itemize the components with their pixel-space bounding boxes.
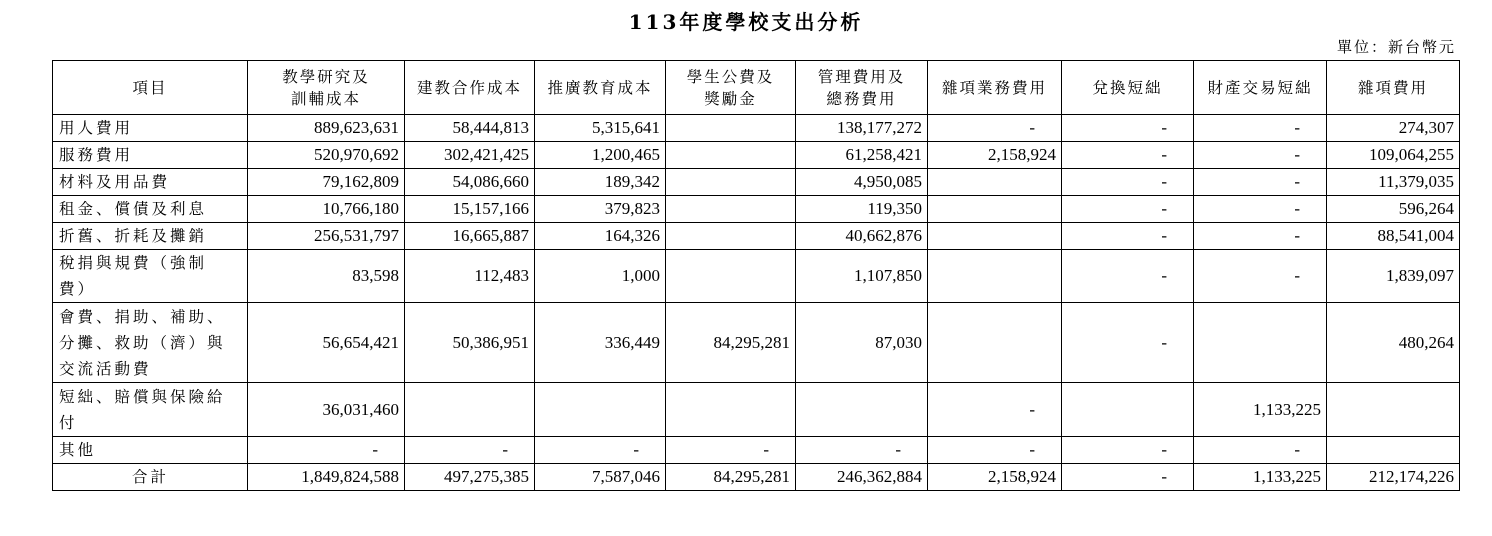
column-header: 管理費用及 總務費用 bbox=[796, 61, 928, 115]
column-header: 建教合作成本 bbox=[405, 61, 535, 115]
table-cell bbox=[1327, 383, 1460, 437]
table-cell: 16,665,887 bbox=[405, 223, 535, 250]
table-cell bbox=[666, 169, 796, 196]
table-cell: 83,598 bbox=[248, 250, 405, 303]
table-cell: 50,386,951 bbox=[405, 303, 535, 383]
table-cell: - bbox=[666, 437, 796, 464]
column-header: 學生公費及 獎勵金 bbox=[666, 61, 796, 115]
table-cell: - bbox=[1062, 142, 1194, 169]
table-cell: 1,849,824,588 bbox=[248, 464, 405, 491]
table-cell: 10,766,180 bbox=[248, 196, 405, 223]
table-cell: 246,362,884 bbox=[796, 464, 928, 491]
table-cell: 138,177,272 bbox=[796, 115, 928, 142]
column-header: 財產交易短絀 bbox=[1194, 61, 1327, 115]
table-cell: 109,064,255 bbox=[1327, 142, 1460, 169]
row-label: 折舊、折耗及攤銷 bbox=[53, 223, 248, 250]
table-cell: 36,031,460 bbox=[248, 383, 405, 437]
row-label: 稅捐與規費（強制 費） bbox=[53, 250, 248, 303]
table-cell: 302,421,425 bbox=[405, 142, 535, 169]
table-cell bbox=[535, 383, 666, 437]
table-cell: 61,258,421 bbox=[796, 142, 928, 169]
table-cell: 112,483 bbox=[405, 250, 535, 303]
table-cell: 56,654,421 bbox=[248, 303, 405, 383]
table-cell: 1,133,225 bbox=[1194, 464, 1327, 491]
table-cell: 84,295,281 bbox=[666, 303, 796, 383]
table-cell: 84,295,281 bbox=[666, 464, 796, 491]
table-cell: 1,000 bbox=[535, 250, 666, 303]
table-row bbox=[53, 223, 1460, 250]
table-cell: - bbox=[1194, 115, 1327, 142]
unit-label: 單位：新台幣元 bbox=[1336, 38, 1456, 56]
table-cell: - bbox=[1194, 250, 1327, 303]
table-cell: 11,379,035 bbox=[1327, 169, 1460, 196]
table-cell: 336,449 bbox=[535, 303, 666, 383]
table-cell: 54,086,660 bbox=[405, 169, 535, 196]
column-header: 雜項費用 bbox=[1327, 61, 1460, 115]
table-cell: 79,162,809 bbox=[248, 169, 405, 196]
table-row bbox=[53, 437, 1460, 464]
table-row bbox=[53, 169, 1460, 196]
table-cell bbox=[666, 115, 796, 142]
table-cell: - bbox=[796, 437, 928, 464]
table-cell: 520,970,692 bbox=[248, 142, 405, 169]
table-cell bbox=[666, 250, 796, 303]
table-cell: - bbox=[1194, 437, 1327, 464]
row-label: 用人費用 bbox=[53, 115, 248, 142]
column-header: 項目 bbox=[53, 61, 248, 115]
row-label: 其他 bbox=[53, 437, 248, 464]
table-cell: - bbox=[1062, 437, 1194, 464]
table-row bbox=[53, 196, 1460, 223]
table-cell: 2,158,924 bbox=[928, 142, 1062, 169]
table-cell: - bbox=[928, 115, 1062, 142]
table-cell: - bbox=[1062, 169, 1194, 196]
table-cell: 256,531,797 bbox=[248, 223, 405, 250]
table-cell bbox=[1327, 437, 1460, 464]
table-cell: 189,342 bbox=[535, 169, 666, 196]
column-header: 雜項業務費用 bbox=[928, 61, 1062, 115]
table-cell bbox=[928, 250, 1062, 303]
total-row bbox=[53, 464, 1460, 491]
column-header: 教學研究及 訓輔成本 bbox=[248, 61, 405, 115]
table-row bbox=[53, 250, 1460, 303]
table-cell: - bbox=[1194, 196, 1327, 223]
table-row bbox=[53, 383, 1460, 437]
table-cell: 5,315,641 bbox=[535, 115, 666, 142]
table-cell: 379,823 bbox=[535, 196, 666, 223]
row-label: 合計 bbox=[53, 464, 248, 491]
table-cell: - bbox=[1062, 115, 1194, 142]
table-cell: 274,307 bbox=[1327, 115, 1460, 142]
table-cell bbox=[666, 383, 796, 437]
table-cell: - bbox=[248, 437, 405, 464]
expense-table bbox=[52, 60, 1460, 491]
table-cell: 889,623,631 bbox=[248, 115, 405, 142]
table-cell bbox=[666, 196, 796, 223]
row-label: 會費、捐助、補助、 分攤、救助（濟）與 交流活動費 bbox=[53, 303, 248, 383]
table-cell: - bbox=[1062, 196, 1194, 223]
table-cell bbox=[666, 223, 796, 250]
table-cell: 1,200,465 bbox=[535, 142, 666, 169]
table-cell: 87,030 bbox=[796, 303, 928, 383]
table-cell: 480,264 bbox=[1327, 303, 1460, 383]
table-cell: 40,662,876 bbox=[796, 223, 928, 250]
table-cell: - bbox=[1194, 169, 1327, 196]
table-cell: - bbox=[1062, 303, 1194, 383]
table-cell: - bbox=[1062, 464, 1194, 491]
table-row bbox=[53, 142, 1460, 169]
table-cell: 1,839,097 bbox=[1327, 250, 1460, 303]
table-cell: 1,107,850 bbox=[796, 250, 928, 303]
row-label: 短絀、賠償與保險給 付 bbox=[53, 383, 248, 437]
table-cell: 1,133,225 bbox=[1194, 383, 1327, 437]
table-cell bbox=[405, 383, 535, 437]
column-header: 兌換短絀 bbox=[1062, 61, 1194, 115]
table-cell: 497,275,385 bbox=[405, 464, 535, 491]
table-cell: 58,444,813 bbox=[405, 115, 535, 142]
table-cell: - bbox=[1194, 142, 1327, 169]
table-cell bbox=[1194, 303, 1327, 383]
table-cell: 7,587,046 bbox=[535, 464, 666, 491]
table-cell bbox=[928, 169, 1062, 196]
row-label: 服務費用 bbox=[53, 142, 248, 169]
table-cell: - bbox=[928, 383, 1062, 437]
table-cell: 15,157,166 bbox=[405, 196, 535, 223]
table-cell: 119,350 bbox=[796, 196, 928, 223]
table-cell: 164,326 bbox=[535, 223, 666, 250]
table-cell: 2,158,924 bbox=[928, 464, 1062, 491]
table-cell bbox=[928, 223, 1062, 250]
table-cell: - bbox=[535, 437, 666, 464]
table-cell: 88,541,004 bbox=[1327, 223, 1460, 250]
table-cell: 4,950,085 bbox=[796, 169, 928, 196]
table-cell bbox=[928, 196, 1062, 223]
page-title: 113年度學校支出分析 bbox=[628, 10, 864, 34]
row-label: 材料及用品費 bbox=[53, 169, 248, 196]
table-cell: - bbox=[928, 437, 1062, 464]
row-label: 租金、償債及利息 bbox=[53, 196, 248, 223]
table-cell: - bbox=[405, 437, 535, 464]
table-row bbox=[53, 115, 1460, 142]
table-cell bbox=[796, 383, 928, 437]
table-cell: - bbox=[1062, 223, 1194, 250]
table-cell: 596,264 bbox=[1327, 196, 1460, 223]
table-cell: 212,174,226 bbox=[1327, 464, 1460, 491]
header-row bbox=[53, 61, 1460, 115]
table-cell bbox=[1062, 383, 1194, 437]
table-cell bbox=[928, 303, 1062, 383]
table-cell: - bbox=[1062, 250, 1194, 303]
table-cell bbox=[666, 142, 796, 169]
column-header: 推廣教育成本 bbox=[535, 61, 666, 115]
table-row bbox=[53, 303, 1460, 383]
table-cell: - bbox=[1194, 223, 1327, 250]
